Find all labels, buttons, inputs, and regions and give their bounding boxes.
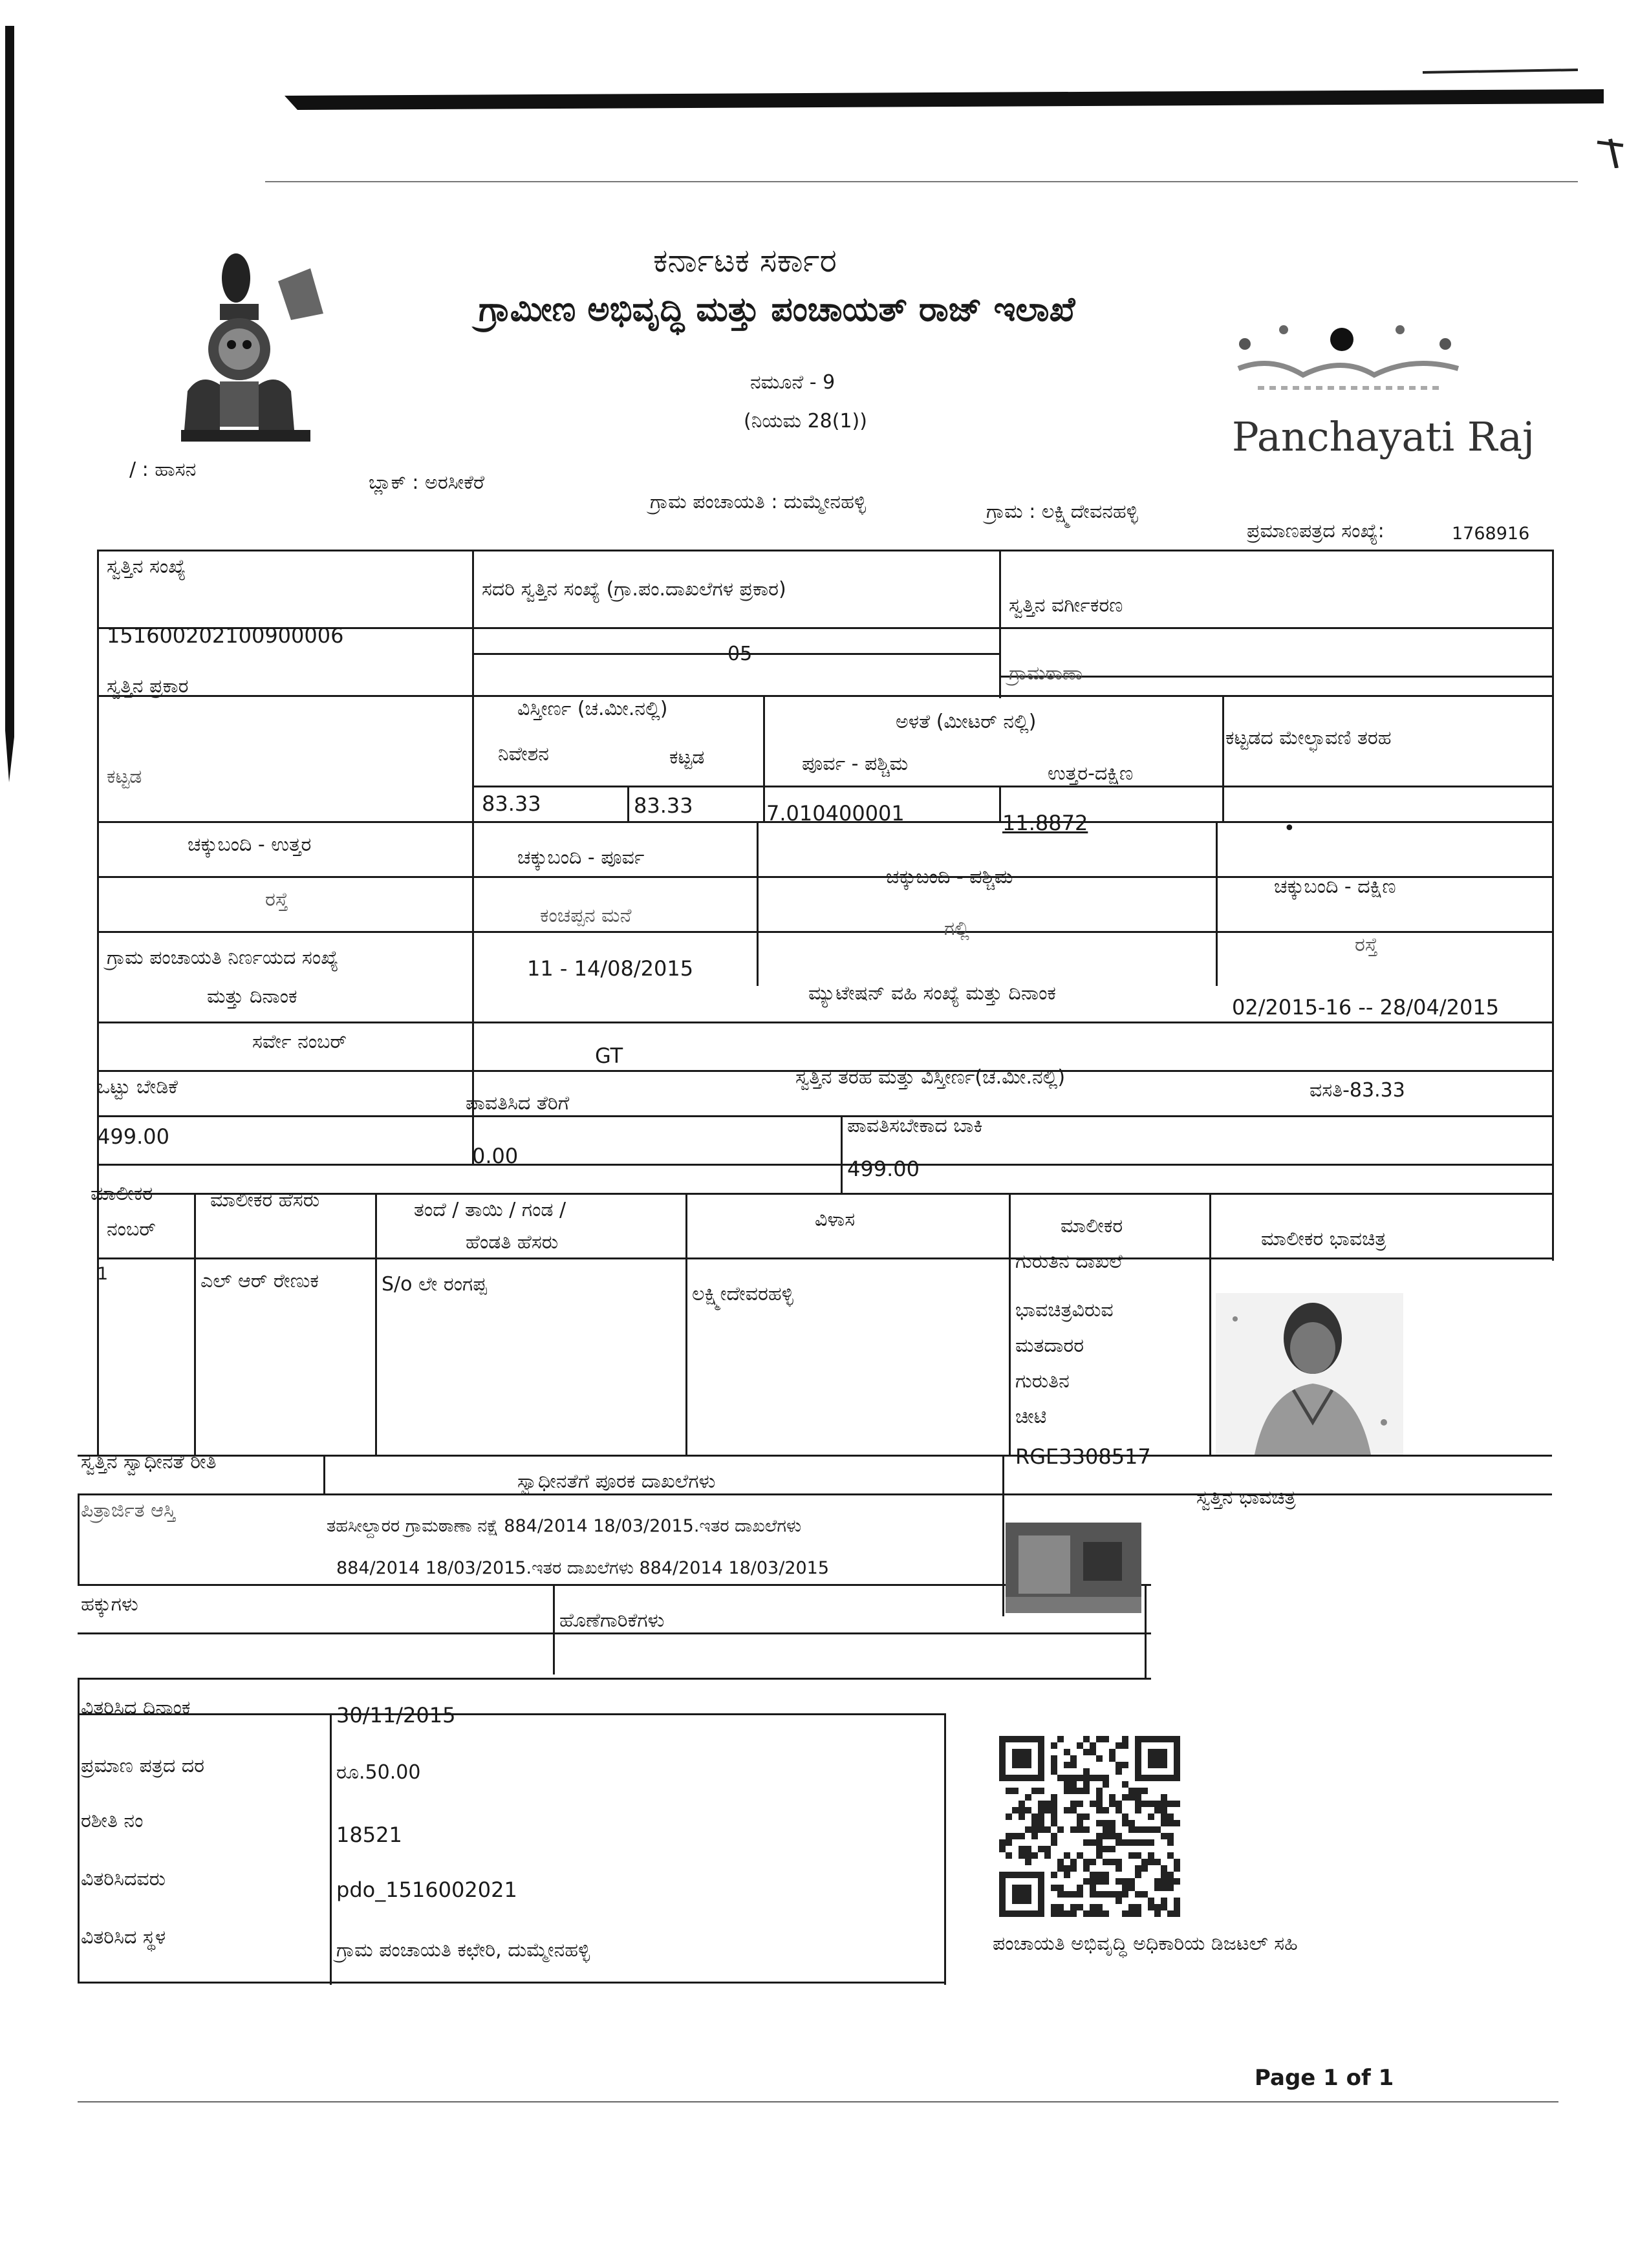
survey-value: GT	[595, 1043, 623, 1068]
liabilities-label: ಹೊಣೆಗಾರಿಕೆಗಳು	[559, 1609, 665, 1632]
property-photo-label: ಸ್ವತ್ತಿನ ಭಾವಚಿತ್ರ	[1196, 1486, 1296, 1509]
building-area-value: 83.33	[634, 793, 693, 818]
mutation-label: ಮ್ಯುಟೇಷನ್ ವಹಿ ಸಂಖ್ಯೆ ಮತ್ತು ದಿನಾಂಕ	[808, 982, 1056, 1005]
page-number: Page 1 of 1	[1255, 2065, 1394, 2091]
owner-id-line-4: ಚೀಟಿ	[1015, 1406, 1047, 1428]
village-label: ಗ್ರಾಮ : ಲಕ್ಷ್ಮಿದೇವನಹಳ್ಳಿ	[986, 500, 1138, 523]
address-label: ವಿಳಾಸ	[815, 1208, 856, 1231]
supporting-docs-line-1: ತಹಸೀಲ್ದಾರರ ಗ್ರಾಮಠಾಣಾ ನಕ್ಷೆ 884/2014 18/03/2015.ಇತರ ದಾಖಲೆಗಳು	[327, 1516, 802, 1536]
roof-label: ಕಟ್ಟಡದ ಮೇಲ್ಛಾವಣಿ ತರಹ	[1225, 727, 1392, 749]
certificate-label: ಪ್ರಮಾಣಪತ್ರದ ಸಂಖ್ಯೆ:	[1247, 520, 1385, 542]
digital-signature-label: ಪಂಚಾಯತಿ ಅಭಿವೃದ್ಧಿ ಅಧಿಕಾರಿಯ ಡಿಜಟಲ್ ಸಹಿ	[993, 1932, 1298, 1955]
boundary-west-label: ಚಕ್ಕುಬಂದಿ - ಪಶ್ಚಿಮ	[886, 866, 1013, 888]
rights-label: ಹಕ್ಕುಗಳು	[81, 1593, 138, 1616]
boundary-south-value: ರಸ್ತೆ	[1355, 934, 1378, 956]
tax-due-value: 499.00	[847, 1157, 920, 1181]
receipt-label: ರಶೀತಿ ನಂ	[81, 1810, 144, 1832]
owner-no-value: 1	[97, 1264, 109, 1284]
type-area-value: ವಸತಿ-83.33	[1310, 1079, 1405, 1102]
district-label: / : ಹಾಸನ	[129, 458, 197, 481]
receipt-value: 18521	[336, 1823, 402, 1847]
issue-place-value: ಗ್ರಾಮ ಪಂಚಾಯತಿ ಕಛೇರಿ, ದುಮ್ಮೇನಹಳ್ಳಿ	[336, 1939, 590, 1962]
boundary-south-label: ಚಕ್ಕುಬಂದಿ - ದಕ್ಷಿಣ	[1274, 875, 1396, 898]
qr-code-icon	[999, 1736, 1180, 1917]
issue-date-label: ವಿತರಿಸಿದ ದಿನಾಂಕ	[81, 1696, 191, 1719]
north-south-value: 11.8872	[1002, 811, 1088, 835]
owner-id-line-2: ಮತದಾರರ	[1015, 1334, 1084, 1357]
owner-photo-label: ಮಾಲೀಕರ ಭಾವಚಿತ್ರ	[1261, 1228, 1386, 1250]
boundary-west-value: ಗಲ್ಲಿ	[944, 917, 969, 940]
area-label: ವಿಸ್ತೀರ್ಣ (ಚ.ಮೀ.ನಲ್ಲಿ)	[517, 698, 668, 720]
tax-paid-value: 0.00	[472, 1144, 519, 1168]
classification-value: ಗ್ರಾಮಠಾಣಾ	[1009, 662, 1083, 685]
issue-place-label: ವಿತರಿಸಿದ ಸ್ಥಳ	[81, 1926, 166, 1949]
issue-date-value: 30/11/2015	[336, 1703, 456, 1728]
site-area-value: 83.33	[482, 791, 541, 816]
building-label: ಕಟ್ಟಡ	[669, 746, 705, 769]
survey-label: ಸರ್ವೇ ನಂಬರ್	[252, 1031, 347, 1053]
boundary-east-value: ಕಂಚಪ್ಪನ ಮನೆ	[540, 904, 632, 927]
department-title: ಗ್ರಾಮೀಣ ಅಭಿವೃದ್ಧಿ ಮತ್ತು ಪಂಚಾಯತ್ ರಾಜ್ ಇಲಾಖೆ	[479, 290, 1075, 329]
owner-no-label-1: ಮಾಲೀಕರ	[91, 1182, 153, 1205]
total-demand-value: 499.00	[97, 1124, 169, 1149]
certificate-number: 1768916	[1452, 524, 1530, 544]
relation-label-1: ತಂದೆ / ತಾಯಿ / ಗಂಡ /	[414, 1199, 566, 1221]
east-west-value: 7.010400001	[766, 801, 905, 826]
roof-value: •	[1284, 817, 1295, 840]
form-number: ನಮೂನೆ - 9	[750, 371, 835, 394]
property-no-value: 151600202100900006	[107, 623, 344, 648]
dimension-label: ಅಳತೆ (ಮೀಟರ್ ನಲ್ಲಿ)	[896, 711, 1037, 733]
govt-title: ಕರ್ನಾಟಕ ಸರ್ಕಾರ	[653, 242, 837, 279]
block-label: ಬ್ಲಾಕ್ : ಅರಸೀಕೆರೆ	[369, 471, 485, 494]
property-type-value: ಕಟ್ಟಡ	[107, 765, 142, 788]
boundary-north-value: ರಸ್ತೆ	[265, 888, 288, 911]
tax-paid-label: ಪಾವತಿಸಿದ ತೆರಿಗೆ	[466, 1092, 570, 1115]
owner-id-label-1: ಮಾಲೀಕರ	[1061, 1215, 1123, 1237]
resolution-label-1: ಗ್ರಾಮ ಪಂಚಾಯತಿ ನಿರ್ಣಯದ ಸಂಖ್ಯೆ	[107, 947, 339, 969]
owner-id-line-3: ಗುರುತಿನ	[1015, 1370, 1070, 1393]
address-value: ಲಕ್ಷ್ಮೀದೇವರಹಳ್ಳಿ	[692, 1283, 793, 1305]
relation-value: S/o ಲೇ ರಂಗಪ್ಪ	[382, 1273, 487, 1296]
scan-streak-top	[0, 0, 1649, 168]
owner-name-label: ಮಾಲೀಕರ ಹೆಸರು	[210, 1189, 320, 1212]
property-type-label: ಸ್ವತ್ತಿನ ಪ್ರಕಾರ	[107, 675, 189, 698]
panchayati-raj-label: Panchayati Raj	[1232, 413, 1535, 460]
panchayati-raj-logo-icon	[1232, 304, 1471, 407]
owner-photo	[1216, 1293, 1403, 1455]
supporting-docs-label: ಸ್ವಾಧೀನತೆಗೆ ಪೂರಕ ದಾಖಲೆಗಳು	[517, 1470, 716, 1493]
fee-value: ರೂ.50.00	[336, 1761, 421, 1784]
ownership-method-label: ಸ್ವತ್ತಿನ ಸ್ವಾಧೀನತೆ ರೀತಿ	[81, 1451, 217, 1473]
total-demand-label: ಒಟ್ಟು ಬೇಡಿಕೆ	[97, 1076, 178, 1098]
owner-id-line-1: ಭಾವಚಿತ್ರವಿರುವ	[1015, 1299, 1114, 1321]
register-no-label: ಸದರಿ ಸ್ವತ್ತಿನ ಸಂಖ್ಯೆ (ಗ್ರಾ.ಪಂ.ದಾಖಲೆಗಳ ಪ್ರಕಾರ)	[482, 578, 786, 601]
issuer-label: ವಿತರಿಸಿದವರು	[81, 1868, 166, 1890]
east-west-label: ಪೂರ್ವ - ಪಶ್ಚಿಮ	[802, 753, 909, 775]
owner-no-label-2: ನಂಬರ್	[107, 1218, 156, 1241]
issuer-value: pdo_1516002021	[336, 1878, 517, 1902]
scan-streak-left	[0, 0, 26, 840]
resolution-value: 11 - 14/08/2015	[527, 956, 694, 981]
rule-number: (ನಿಯಮ 28(1))	[744, 410, 867, 433]
fee-label: ಪ್ರಮಾಣ ಪತ್ರದ ದರ	[81, 1755, 205, 1777]
boundary-east-label: ಚಕ್ಕುಬಂದಿ - ಪೂರ್ವ	[517, 846, 645, 869]
site-label: ನಿವೇಶನ	[498, 743, 549, 765]
north-south-label: ಉತ್ತರ-ದಕ್ಷಿಣ	[1048, 762, 1134, 785]
property-no-label: ಸ್ವತ್ತಿನ ಸಂಖ್ಯೆ	[107, 555, 186, 578]
mutation-value: 02/2015-16 -- 28/04/2015	[1232, 995, 1500, 1020]
tax-due-label: ಪಾವತಿಸಬೇಕಾದ ಬಾಕಿ	[847, 1115, 983, 1137]
supporting-docs-line-2: 884/2014 18/03/2015.ಇತರ ದಾಖಲೆಗಳು 884/2014 18/03/2015	[336, 1558, 830, 1578]
boundary-north-label: ಚಕ್ಕುಬಂದಿ - ಉತ್ತರ	[188, 833, 312, 856]
register-no-value: 05	[727, 643, 753, 665]
type-area-label: ಸ್ವತ್ತಿನ ತರಹ ಮತ್ತು ವಿಸ್ತೀರ್ಣ(ಚ.ಮೀ.ನಲ್ಲಿ)	[795, 1066, 1066, 1089]
owner-id-number: RGE3308517	[1015, 1444, 1151, 1469]
relation-label-2: ಹೆಂಡತಿ ಹೆಸರು	[466, 1231, 559, 1254]
ownership-method-value: ಪಿತ್ರಾರ್ಜಿತ ಆಸ್ತಿ	[81, 1499, 176, 1522]
resolution-label-2: ಮತ್ತು ದಿನಾಂಕ	[207, 985, 297, 1008]
owner-id-label-2: ಗುರುತಿನ ದಾಖಲೆ	[1015, 1250, 1123, 1273]
classification-label: ಸ್ವತ್ತಿನ ವರ್ಗೀಕರಣ	[1009, 594, 1123, 617]
gram-panchayat-label: ಗ್ರಾಮ ಪಂಚಾಯತಿ : ದುಮ್ಮೇನಹಳ್ಳಿ	[650, 491, 867, 513]
karnataka-emblem-icon	[175, 242, 343, 456]
owner-name-value: ಎಲ್ ಆರ್ ರೇಣುಕ	[200, 1270, 319, 1292]
property-photo	[1006, 1523, 1141, 1613]
